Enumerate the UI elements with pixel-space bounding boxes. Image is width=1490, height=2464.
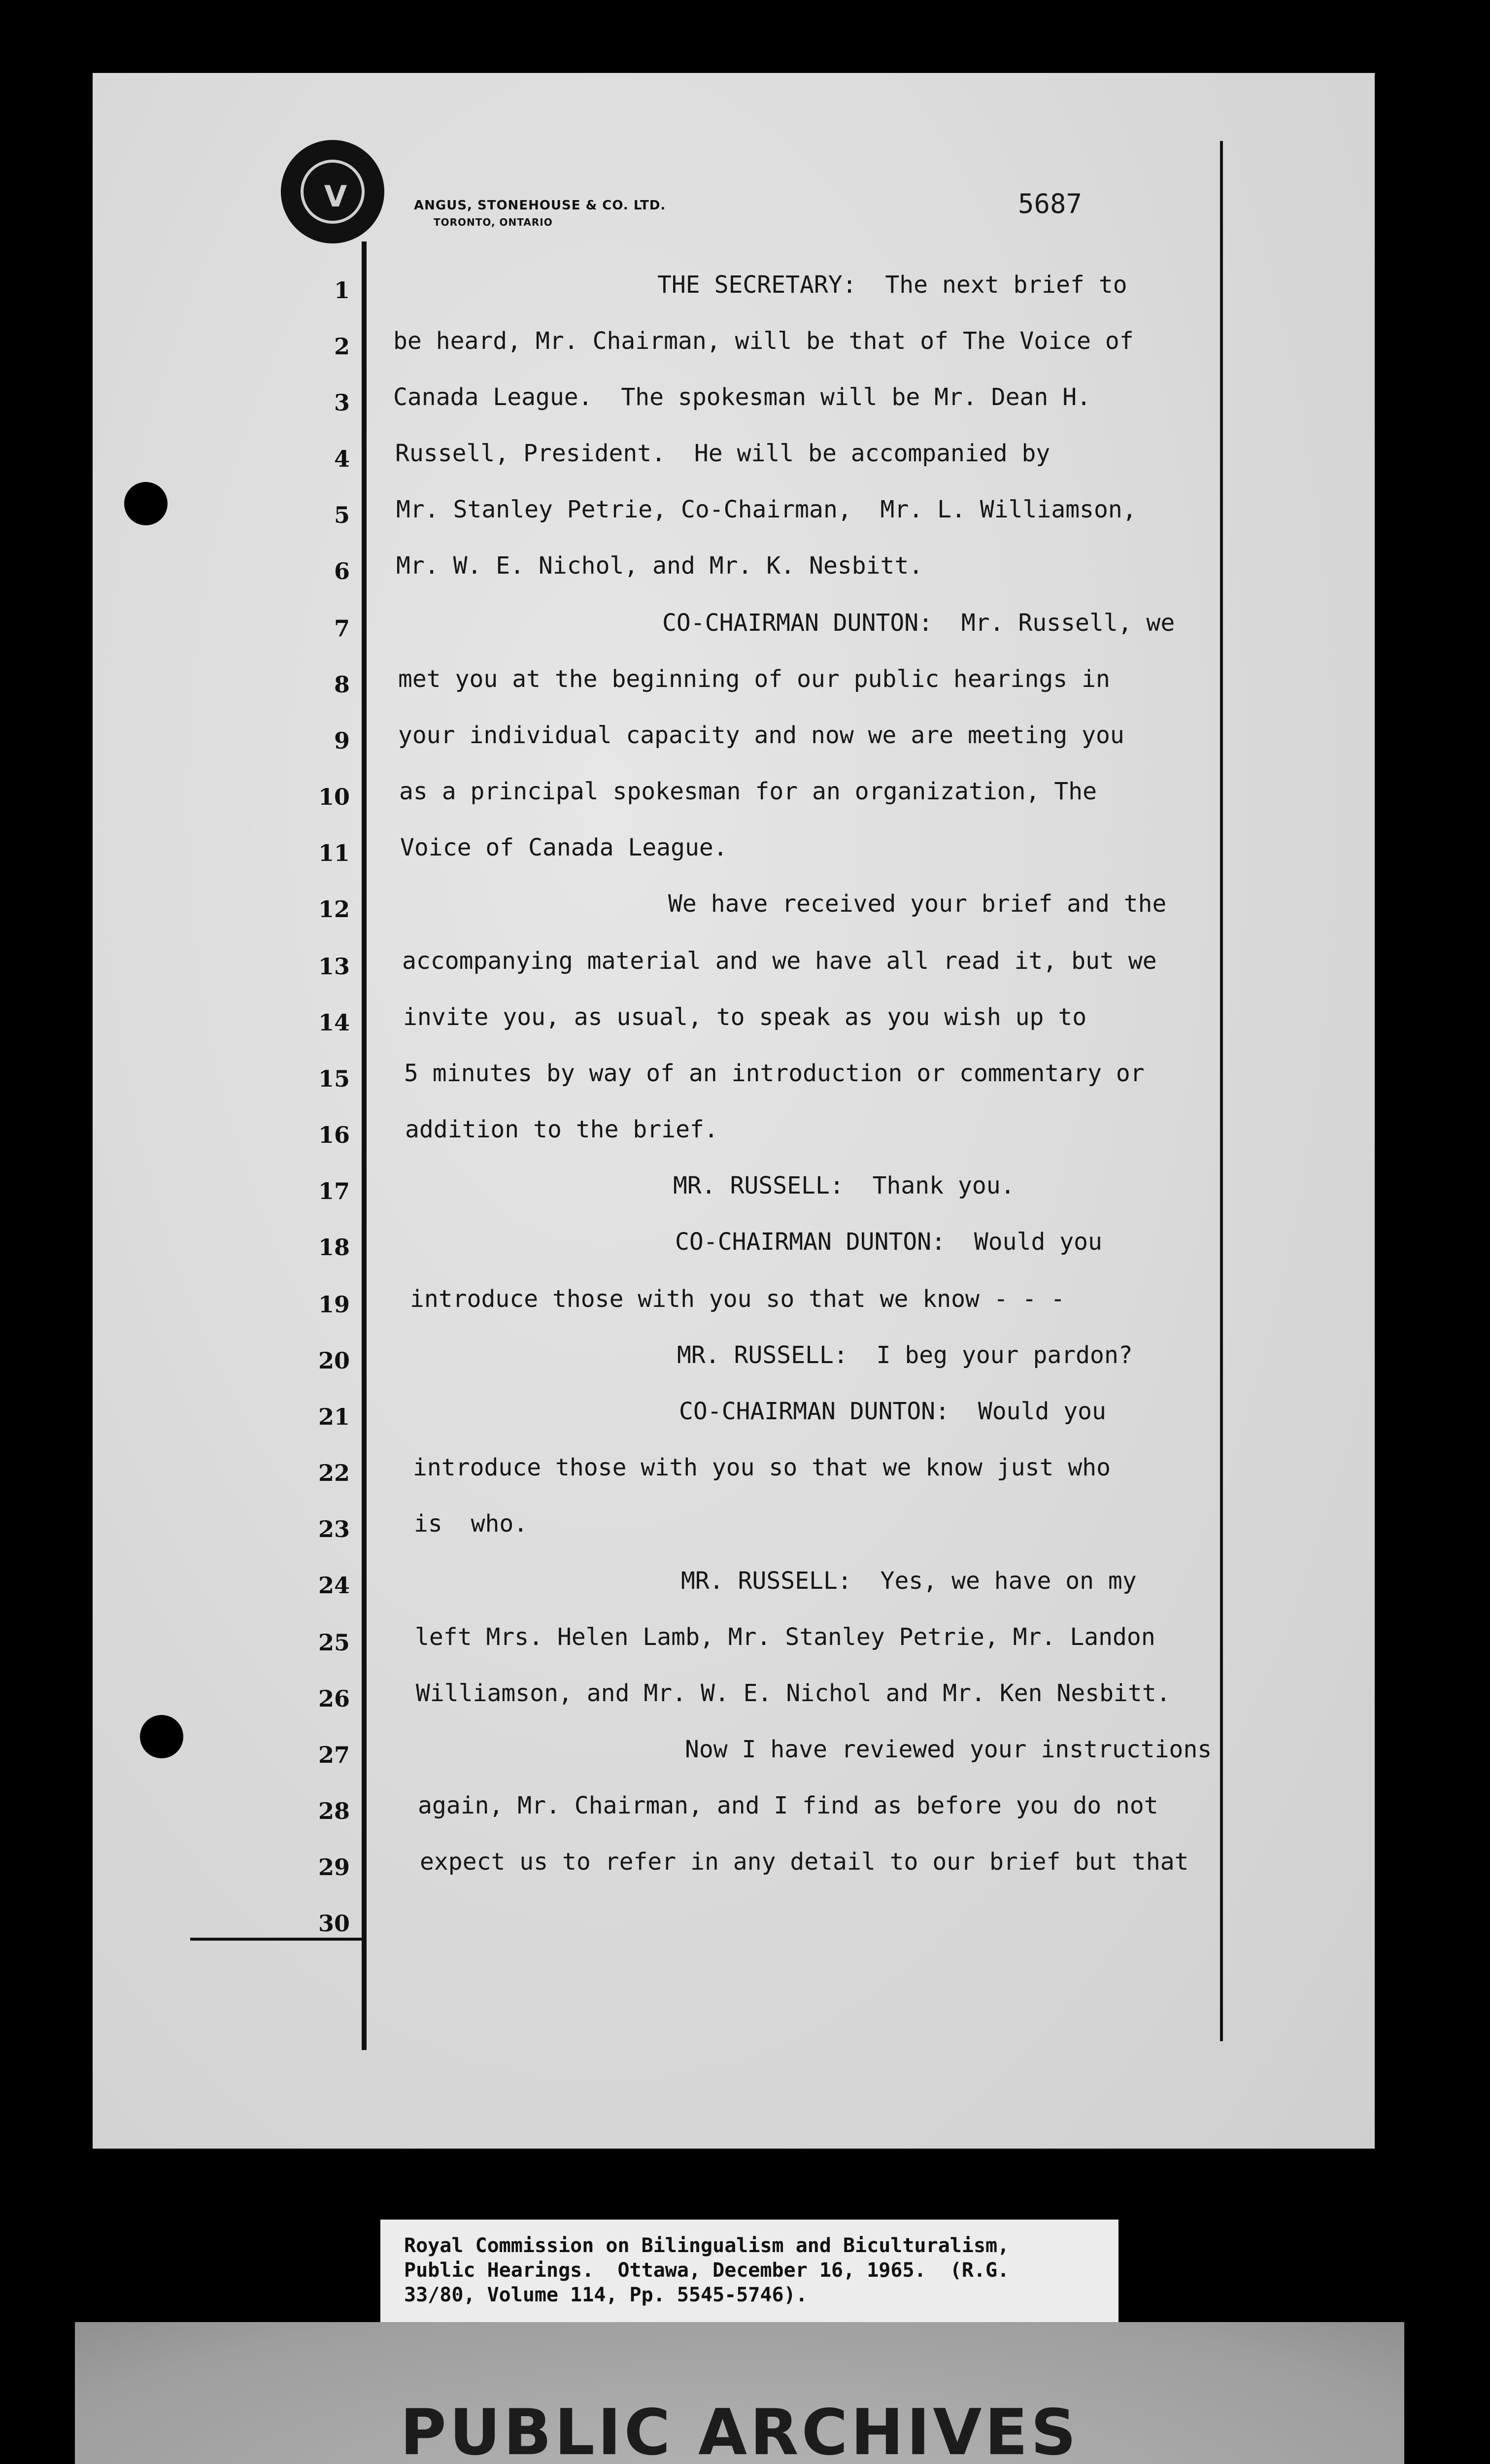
line-number: 30 xyxy=(318,1910,350,1937)
transcript-line: addition to the brief. xyxy=(405,1116,718,1143)
transcript-line: CO-CHAIRMAN DUNTON: Would you xyxy=(675,1228,1102,1256)
left-margin-rule xyxy=(362,241,367,2050)
line-number: 5 xyxy=(334,502,350,528)
transcript-line: Williamson, and Mr. W. E. Nichol and Mr. Ken Nesbitt. xyxy=(416,1679,1171,1707)
line-number: 4 xyxy=(334,445,350,472)
line-number: 8 xyxy=(334,671,350,698)
right-margin-rule xyxy=(1220,141,1223,2041)
reporters-seal-icon: V xyxy=(281,140,384,243)
transcript-line: as a principal spokesman for an organization, The xyxy=(399,778,1097,805)
line-number: 11 xyxy=(318,840,350,866)
line-number: 13 xyxy=(318,953,350,980)
transcript-line: Russell, President. He will be accompanied by xyxy=(395,440,1050,467)
page-number: 5687 xyxy=(1018,188,1083,219)
letterhead xyxy=(414,197,666,231)
line-number: 25 xyxy=(318,1629,350,1656)
transcript-line: CO-CHAIRMAN DUNTON: Mr. Russell, we xyxy=(662,609,1175,637)
line-number: 19 xyxy=(318,1291,350,1318)
transcript-line: invite you, as usual, to speak as you wish up to xyxy=(403,1003,1087,1031)
line-number: 2 xyxy=(334,333,350,360)
transcript-line: is who. xyxy=(414,1510,528,1538)
transcript-line: We have received your brief and the xyxy=(668,890,1167,918)
citation-line: Royal Commission on Bilingualism and Biculturalism, xyxy=(404,2234,1010,2257)
transcript-line: be heard, Mr. Chairman, will be that of The Voice of xyxy=(393,327,1134,355)
line-number: 3 xyxy=(334,389,350,416)
firm-city: TORONTO, ONTARIO xyxy=(434,216,553,228)
line-number: 24 xyxy=(318,1572,350,1599)
transcript-line: MR. RUSSELL: Yes, we have on my xyxy=(681,1567,1137,1595)
transcript-line: 5 minutes by way of an introduction or commentary or xyxy=(404,1060,1145,1087)
bottom-rule xyxy=(190,1938,365,1941)
line-number: 18 xyxy=(318,1234,350,1261)
line-number: 9 xyxy=(334,727,350,754)
line-number: 14 xyxy=(318,1009,350,1036)
transcript-line: Mr. W. E. Nichol, and Mr. K. Nesbitt. xyxy=(396,552,923,580)
transcript-line: your individual capacity and now we are meeting you xyxy=(398,721,1124,749)
binder-hole xyxy=(140,1715,183,1758)
citation-slip xyxy=(380,2220,1118,2334)
line-number: 12 xyxy=(318,896,350,923)
line-number: 17 xyxy=(318,1178,350,1204)
line-number: 10 xyxy=(318,784,350,810)
line-number: 28 xyxy=(318,1798,350,1824)
transcript-line: THE SECRETARY: The next brief to xyxy=(657,271,1127,299)
transcript-line: introduce those with you so that we know - - - xyxy=(410,1285,1065,1313)
transcript-line: accompanying material and we have all read it, but we xyxy=(402,947,1157,975)
transcript-line: left Mrs. Helen Lamb, Mr. Stanley Petrie, Mr. Landon xyxy=(415,1623,1155,1651)
transcript-line: Voice of Canada League. xyxy=(400,834,728,861)
firm-name: ANGUS, STONEHOUSE & CO. LTD. xyxy=(414,198,666,213)
line-number: 29 xyxy=(318,1854,350,1881)
line-number: 26 xyxy=(318,1685,350,1712)
line-number: 21 xyxy=(318,1403,350,1430)
line-number: 20 xyxy=(318,1347,350,1374)
line-number: 22 xyxy=(318,1460,350,1486)
citation-line: 33/80, Volume 114, Pp. 5545-5746). xyxy=(404,2284,808,2306)
transcript-line: MR. RUSSELL: Thank you. xyxy=(673,1172,1015,1199)
transcript-line: expect us to refer in any detail to our brief but that xyxy=(420,1848,1189,1876)
line-number: 16 xyxy=(318,1122,350,1148)
line-number: 7 xyxy=(334,615,350,642)
citation-line: Public Hearings. Ottawa, December 16, 1965. (R.G. xyxy=(404,2259,1010,2282)
transcript-line: MR. RUSSELL: I beg your pardon? xyxy=(677,1341,1133,1369)
transcript-line: again, Mr. Chairman, and I find as before you do not xyxy=(418,1792,1158,1819)
transcript-line: introduce those with you so that we know just who xyxy=(413,1454,1111,1481)
transcript-line: Canada League. The spokesman will be Mr. Dean H. xyxy=(393,383,1091,411)
archives-stamp xyxy=(75,2322,1404,2464)
line-number: 1 xyxy=(334,277,350,304)
stamp-line-english: PUBLIC ARCHIVES xyxy=(400,2396,1079,2464)
line-number: 6 xyxy=(334,558,350,584)
line-number: 23 xyxy=(318,1516,350,1542)
transcript-line: CO-CHAIRMAN DUNTON: Would you xyxy=(679,1398,1106,1425)
binder-hole xyxy=(124,482,168,525)
transcript-line: Now I have reviewed your instructions xyxy=(685,1736,1212,1763)
line-number: 27 xyxy=(318,1742,350,1768)
line-number: 15 xyxy=(318,1065,350,1092)
transcript-line: Mr. Stanley Petrie, Co-Chairman, Mr. L. Williamson, xyxy=(396,496,1137,523)
transcript-line: met you at the beginning of our public hearings in xyxy=(398,665,1110,693)
